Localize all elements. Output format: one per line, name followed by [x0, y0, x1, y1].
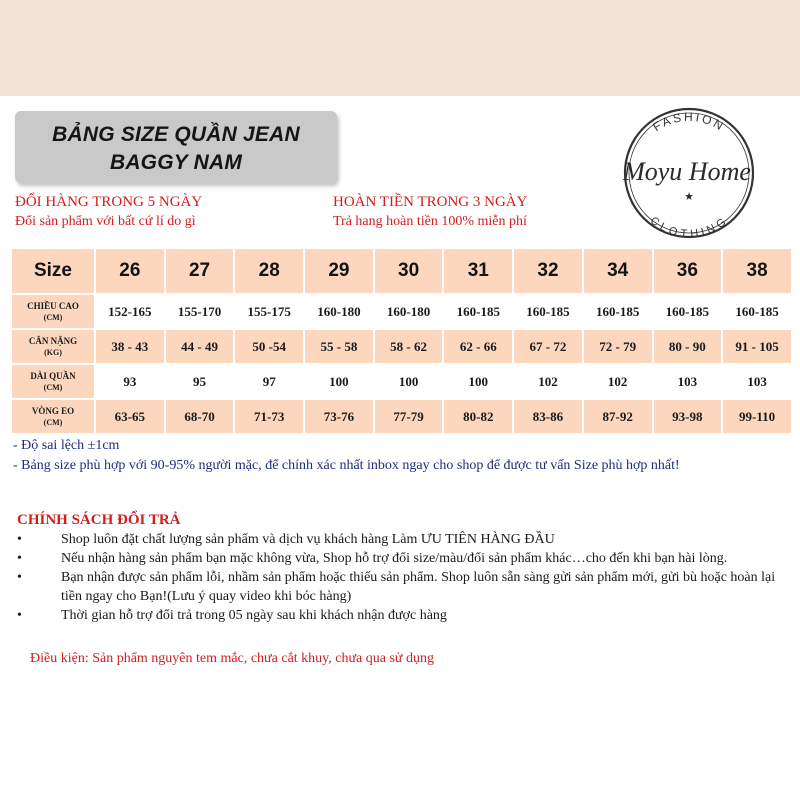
table-cell: 67 - 72: [514, 330, 582, 363]
policy-item: • Bạn nhận được sản phẩm lỗi, nhầm sản phẩm hoặc thiếu sản phẩm. Shop luôn sẵn sàng gửi sản phẩm mới, gửi bù hoặc hoàn lại tiền ngay cho Bạn!(Lưu ý quay video khi bóc hàng): [17, 570, 776, 604]
table-cell: 55 - 58: [305, 330, 373, 363]
logo-bottom-text: CLOTHING: [647, 214, 731, 241]
table-cell: 152-165: [96, 295, 164, 328]
policy-item: • Thời gian hỗ trợ đổi trả trong 05 ngày sau khi khách nhận được hàng: [17, 608, 447, 623]
table-cell: 68-70: [166, 400, 234, 433]
table-cell: 83-86: [514, 400, 582, 433]
table-cell: 95: [166, 365, 234, 398]
moyu-home-logo: [601, 104, 771, 242]
table-cell: 97: [235, 365, 303, 398]
table-cell: 44 - 49: [166, 330, 234, 363]
policy-title: CHÍNH SÁCH ĐỔI TRẢ: [17, 512, 181, 528]
table-row: [12, 330, 791, 363]
table-cell: 93-98: [654, 400, 722, 433]
table-cell: 160-185: [584, 295, 652, 328]
table-header-row: [12, 249, 791, 293]
table-cell: 38 - 43: [96, 330, 164, 363]
table-cell: 77-79: [375, 400, 443, 433]
size-header-cell: 32: [514, 249, 582, 293]
note-fit: - Bảng size phù hợp với 90-95% người mặc, để chính xác nhất inbox ngay cho shop để được tư vấn Size phù hợp nhất!: [13, 458, 680, 473]
policy-list: [17, 530, 787, 625]
table-cell: 160-185: [654, 295, 722, 328]
size-header-cell: 27: [166, 249, 234, 293]
table-cell: 58 - 62: [375, 330, 443, 363]
table-cell: 80-82: [444, 400, 512, 433]
table-cell: 99-110: [723, 400, 791, 433]
promo-refund-subtitle: Trả hang hoàn tiền 100% miễn phí: [333, 214, 527, 229]
table-cell: 100: [444, 365, 512, 398]
logo-top-text: FASHION: [650, 109, 728, 135]
policy-item: • Nếu nhận hàng sản phẩm bạn mặc không vừa, Shop hỗ trợ đổi size/màu/đổi sản phẩm khác…cho đến khi bạn hài lòng.: [17, 551, 728, 566]
size-header-cell: 30: [375, 249, 443, 293]
policy-item: • Shop luôn đặt chất lượng sản phẩm và dịch vụ khách hàng Làm ƯU TIÊN HÀNG ĐẦU: [17, 532, 555, 547]
row-label: VÒNG EO (CM): [12, 400, 94, 433]
promo-refund-title: HOÀN TIỀN TRONG 3 NGÀY: [333, 194, 528, 210]
table-cell: 160-185: [444, 295, 512, 328]
table-cell: 160-180: [375, 295, 443, 328]
table-cell: 100: [305, 365, 373, 398]
table-row: [12, 365, 791, 398]
row-label: DÀI QUẦN (CM): [12, 365, 94, 398]
size-table: [10, 247, 793, 435]
table-cell: 62 - 66: [444, 330, 512, 363]
title-line-1: BẢNG SIZE QUẦN JEAN: [52, 123, 300, 146]
row-label: CHIỀU CAO (CM): [12, 295, 94, 328]
table-cell: 160-180: [305, 295, 373, 328]
bullet-icon: •: [17, 608, 22, 623]
bullet-icon: •: [17, 570, 22, 585]
policy-condition: Điều kiện: Sản phẩm nguyên tem mắc, chưa cắt khuy, chưa qua sử dụng: [30, 651, 435, 666]
size-header-cell: 38: [723, 249, 791, 293]
table-cell: 50 -54: [235, 330, 303, 363]
table-cell: 80 - 90: [654, 330, 722, 363]
bullet-icon: •: [17, 532, 22, 547]
size-header-label: Size: [12, 249, 94, 293]
table-row: [12, 400, 791, 433]
size-header-cell: 36: [654, 249, 722, 293]
table-row: [12, 295, 791, 328]
size-header-cell: 26: [96, 249, 164, 293]
table-cell: 72 - 79: [584, 330, 652, 363]
table-cell: 103: [723, 365, 791, 398]
promo-exchange-title: ĐỔI HÀNG TRONG 5 NGÀY: [15, 194, 203, 210]
table-cell: 103: [654, 365, 722, 398]
table-cell: 73-76: [305, 400, 373, 433]
table-cell: 160-185: [723, 295, 791, 328]
table-cell: 160-185: [514, 295, 582, 328]
table-cell: 71-73: [235, 400, 303, 433]
table-cell: 102: [514, 365, 582, 398]
table-cell: 87-92: [584, 400, 652, 433]
bullet-icon: •: [17, 551, 22, 566]
promo-exchange-subtitle: Đổi sản phẩm với bất cứ lí do gì: [15, 214, 196, 229]
title-line-2: BAGGY NAM: [109, 151, 243, 174]
title-banner: [15, 111, 337, 183]
table-cell: 63-65: [96, 400, 164, 433]
row-label: CÂN NẶNG (KG): [12, 330, 94, 363]
table-cell: 91 - 105: [723, 330, 791, 363]
size-header-cell: 29: [305, 249, 373, 293]
table-cell: 93: [96, 365, 164, 398]
logo-star-icon: ★: [684, 190, 694, 203]
size-header-cell: 34: [584, 249, 652, 293]
table-cell: 102: [584, 365, 652, 398]
logo-name: Moyu Home: [623, 157, 751, 186]
table-cell: 155-175: [235, 295, 303, 328]
size-header-cell: 31: [444, 249, 512, 293]
table-cell: 100: [375, 365, 443, 398]
note-tolerance: - Độ sai lệch ±1cm: [13, 438, 120, 453]
table-cell: 155-170: [166, 295, 234, 328]
size-header-cell: 28: [235, 249, 303, 293]
